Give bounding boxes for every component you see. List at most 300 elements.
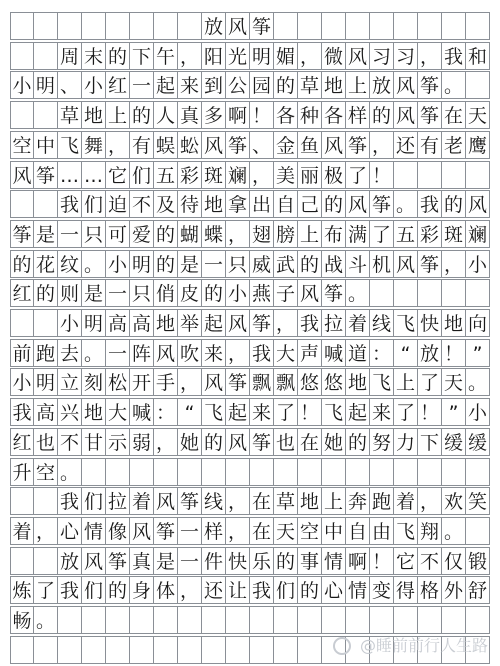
grid-cell [298,636,322,664]
grid-char: 红 [10,279,34,307]
grid-char: 大 [106,398,130,426]
grid-char: 了 [394,398,418,426]
grid-char: 下 [130,42,154,70]
grid-row [10,42,490,70]
grid-char: 上 [322,487,346,515]
grid-char: “ [394,339,418,367]
grid-row [10,279,490,307]
grid-char: 筝 [346,131,370,159]
grid-char: 明 [34,368,58,396]
grid-char: 去 [58,339,82,367]
grid-char: 空 [298,517,322,545]
grid-char: 体 [154,576,178,604]
grid-char: 的 [298,250,322,278]
grid-char: ” [442,398,466,426]
grid-char: 风 [466,190,490,218]
grid-row [10,339,490,367]
grid-char: 的 [298,576,322,604]
grid-cell [322,606,346,634]
grid-char: 悠 [298,368,322,396]
grid-char: 跑 [34,339,58,367]
grid-cell [202,636,226,664]
grid-char: 、 [250,131,274,159]
grid-char: 努 [370,428,394,456]
grid-char: 习 [394,42,418,70]
grid-cell [226,636,250,664]
grid-char: 事 [298,547,322,575]
grid-char: 阳 [202,42,226,70]
grid-char: 地 [82,101,106,129]
grid-char: 风 [394,71,418,99]
grid-char: 美 [274,161,298,189]
grid-char: 是 [82,279,106,307]
grid-char: 在 [250,487,274,515]
grid-char: 线 [370,309,394,337]
grid-cell [34,42,58,70]
grid-char: 明 [250,42,274,70]
grid-char: ： [154,398,178,426]
grid-cell [394,12,418,40]
grid-char: 下 [418,428,442,456]
grid-cell [106,606,130,634]
grid-char: 我 [418,190,442,218]
grid-char: 上 [394,368,418,396]
grid-cell [10,487,34,515]
grid-char: 情 [322,547,346,575]
grid-char: 地 [202,190,226,218]
grid-char: 战 [322,250,346,278]
grid-cell [418,12,442,40]
grid-char: 俏 [154,279,178,307]
grid-cell [10,190,34,218]
grid-char: 筝 [34,161,58,189]
grid-char: 是 [34,220,58,248]
grid-char: 炼 [10,576,34,604]
grid-char: 小 [106,250,130,278]
grid-char: 得 [394,576,418,604]
grid-char: 膀 [274,220,298,248]
grid-char: 。 [82,250,106,278]
grid-char: ！ [370,547,394,575]
grid-char: 明 [34,71,58,99]
grid-char: 种 [298,101,322,129]
grid-cell [10,636,34,664]
grid-char: ， [250,161,274,189]
grid-char: 风 [226,309,250,337]
grid-cell [34,547,58,575]
grid-cell [154,606,178,634]
grid-char: 身 [130,576,154,604]
grid-row [10,606,490,634]
grid-char: 在 [442,101,466,129]
grid-char: ， [226,220,250,248]
grid-char: 老 [442,131,466,159]
grid-char: 只 [82,220,106,248]
grid-char: 末 [82,42,106,70]
grid-char: 舒 [466,576,490,604]
grid-char: 高 [34,398,58,426]
grid-char: 了 [34,576,58,604]
grid-cell [418,606,442,634]
grid-char: 声 [298,339,322,367]
grid-cell [418,161,442,189]
grid-cell [34,309,58,337]
grid-char: 明 [130,250,154,278]
grid-char: 有 [418,131,442,159]
grid-char: 上 [106,101,130,129]
grid-char: 放 [418,339,442,367]
grid-cell [274,12,298,40]
grid-char: 。 [466,368,490,396]
grid-char: ： [370,339,394,367]
grid-char: 着 [346,309,370,337]
grid-char: 快 [418,309,442,337]
grid-cell [466,161,490,189]
grid-char: 彩 [178,161,202,189]
grid-char: 的 [154,220,178,248]
grid-char: 飞 [322,398,346,426]
grid-cell [58,12,82,40]
grid-char: 午 [154,42,178,70]
grid-char: 小 [466,398,490,426]
grid-char: 可 [106,220,130,248]
grid-cell [202,458,226,486]
grid-cell [370,12,394,40]
grid-char: 风 [154,487,178,515]
grid-char: 笑 [466,487,490,515]
grid-char: 上 [346,71,370,99]
grid-char: 翔 [418,517,442,545]
grid-char: 高 [130,309,154,337]
grid-row [10,161,490,189]
grid-cell [106,636,130,664]
grid-char: 风 [226,428,250,456]
grid-char: 不 [418,547,442,575]
grid-char: ， [226,339,250,367]
grid-char: 着 [10,517,34,545]
grid-cell [34,636,58,664]
grid-char: 飞 [394,309,418,337]
grid-char: 飞 [58,131,82,159]
grid-char: 由 [370,517,394,545]
grid-char: 公 [226,71,250,99]
grid-char: 起 [154,71,178,99]
grid-cell [394,279,418,307]
grid-char: 草 [274,487,298,515]
grid-cell [130,606,154,634]
grid-char: 风 [202,131,226,159]
grid-char: 及 [154,190,178,218]
grid-char: ， [178,42,202,70]
grid-char: 风 [346,42,370,70]
grid-cell [82,458,106,486]
grid-char: 的 [202,279,226,307]
grid-char: 光 [226,42,250,70]
grid-cell [466,279,490,307]
grid-char: 飞 [202,398,226,426]
grid-char: 一 [58,220,82,248]
grid-char: 立 [58,368,82,396]
grid-char: 小 [82,71,106,99]
grid-char: ！ [418,398,442,426]
grid-char: 着 [394,487,418,515]
grid-char: 刻 [82,368,106,396]
grid-char: 仅 [442,547,466,575]
grid-char: 地 [154,309,178,337]
grid-cell [394,458,418,486]
grid-char: 斑 [202,161,226,189]
grid-char: 还 [394,131,418,159]
grid-char: 人 [154,101,178,129]
grid-char: 在 [298,428,322,456]
grid-char: 五 [394,220,418,248]
grid-char: 起 [202,309,226,337]
grid-char: 我 [250,339,274,367]
grid-char: 红 [106,71,130,99]
grid-char: 斑 [442,220,466,248]
grid-char: 飘 [250,368,274,396]
grid-char: 飞 [370,368,394,396]
grid-char: 畅 [10,606,34,634]
grid-char: 筝 [418,71,442,99]
grid-char: 风 [346,190,370,218]
grid-char: 鹰 [466,131,490,159]
grid-cell [154,636,178,664]
grid-char: 啊 [226,101,250,129]
grid-char: 外 [442,576,466,604]
grid-char: 一 [202,250,226,278]
grid-char: 筝 [418,250,442,278]
grid-cell [34,190,58,218]
grid-char: ， [178,368,202,396]
grid-char: 的 [10,250,34,278]
grid-char: 威 [250,250,274,278]
grid-char: 还 [202,576,226,604]
grid-char: 武 [274,250,298,278]
grid-char: 我 [250,576,274,604]
title-char: 放 [202,12,226,40]
watermark [333,633,488,656]
grid-char: 。 [34,606,58,634]
title-row [10,12,490,40]
grid-char: 园 [250,71,274,99]
watermark-logo-icon [333,637,351,655]
grid-cell [370,279,394,307]
grid-cell [322,458,346,486]
grid-char: 五 [154,161,178,189]
grid-cell [466,458,490,486]
grid-char: 。 [82,339,106,367]
grid-char: 风 [10,161,34,189]
grid-char: 空 [34,458,58,486]
grid-char: 锻 [466,547,490,575]
grid-char: 和 [466,42,490,70]
grid-char: 们 [82,576,106,604]
grid-char: 了 [346,161,370,189]
grid-char: 是 [154,547,178,575]
grid-char: 真 [178,101,202,129]
grid-char: 样 [202,517,226,545]
grid-char: 翅 [250,220,274,248]
grid-char: 。 [442,517,466,545]
grid-row [10,190,490,218]
grid-cell [250,606,274,634]
grid-char: 它 [106,161,130,189]
grid-char: ， [154,428,178,456]
grid-char: 的 [442,190,466,218]
grid-char: 们 [82,487,106,515]
grid-char: 上 [298,220,322,248]
grid-char: 小 [58,309,82,337]
grid-char: 格 [418,576,442,604]
grid-char: 缓 [442,428,466,456]
grid-char: 各 [322,101,346,129]
grid-char: 我 [58,487,82,515]
grid-char: 飘 [274,368,298,396]
grid-char: 开 [130,368,154,396]
grid-char: 奔 [346,487,370,515]
grid-row [10,368,490,396]
grid-cell [466,606,490,634]
grid-char: ， [226,487,250,515]
grid-char: 喊 [322,339,346,367]
grid-char: 举 [178,309,202,337]
grid-char: 有 [130,131,154,159]
grid-char: 松 [106,368,130,396]
grid-char: 起 [346,398,370,426]
grid-row [10,458,490,486]
grid-cell [370,458,394,486]
grid-cell [130,636,154,664]
grid-char: 的 [130,101,154,129]
grid-cell [178,636,202,664]
grid-row [10,131,490,159]
grid-char: 。 [58,458,82,486]
grid-char: 的 [106,576,130,604]
grid-row [10,487,490,515]
grid-cell [82,636,106,664]
grid-char: 像 [106,517,130,545]
grid-char: ， [178,576,202,604]
grid-char: ， [418,42,442,70]
grid-row [10,220,490,248]
grid-char: 是 [178,250,202,278]
grid-char: 们 [82,190,106,218]
grid-char: 。 [346,279,370,307]
grid-char: 着 [130,487,154,515]
grid-cell [178,606,202,634]
grid-cell [322,12,346,40]
grid-char: 拉 [322,309,346,337]
grid-row [10,101,490,129]
grid-cell [226,606,250,634]
grid-char: 线 [202,487,226,515]
grid-char: 天 [466,101,490,129]
grid-char: 来 [370,398,394,426]
grid-char: 待 [178,190,202,218]
grid-cell [250,636,274,664]
grid-char: 明 [82,309,106,337]
grid-cell [130,458,154,486]
grid-char: 风 [130,517,154,545]
grid-char: 习 [370,42,394,70]
grid-char: ” [466,339,490,367]
grid-char: 乐 [250,547,274,575]
grid-char: ， [274,309,298,337]
grid-cell [346,606,370,634]
grid-char: 皮 [178,279,202,307]
grid-cell [274,606,298,634]
grid-char: 彩 [418,220,442,248]
grid-char: 吹 [178,339,202,367]
grid-char: ！ [250,101,274,129]
grid-char: 它 [394,547,418,575]
grid-char: 来 [202,339,226,367]
grid-row [10,576,490,604]
grid-char: 情 [82,517,106,545]
grid-char: ！ [370,161,394,189]
grid-cell [394,161,418,189]
grid-char: … [58,161,82,189]
grid-char: ， [226,517,250,545]
grid-char: 筝 [226,368,250,396]
grid-char: 舞 [82,131,106,159]
grid-char: 的 [34,279,58,307]
grid-char: 她 [178,428,202,456]
grid-char: 地 [298,487,322,515]
grid-char: 筝 [154,517,178,545]
grid-char: 心 [322,576,346,604]
grid-char: 们 [130,161,154,189]
grid-row [10,517,490,545]
grid-char: 弱 [130,428,154,456]
grid-row [10,250,490,278]
grid-cell [130,12,154,40]
grid-char: 拿 [226,190,250,218]
grid-cell [34,487,58,515]
grid-char: ！ [442,339,466,367]
grid-char: 筝 [10,220,34,248]
grid-char: 中 [322,517,346,545]
grid-row [10,309,490,337]
grid-char: 起 [226,398,250,426]
grid-char: 筝 [370,190,394,218]
grid-char: 天 [442,368,466,396]
grid-char: 自 [274,190,298,218]
grid-row [10,547,490,575]
grid-char: 的 [154,250,178,278]
grid-char: 。 [442,71,466,99]
grid-char: 空 [10,131,34,159]
grid-char: 的 [322,190,346,218]
grid-cell [346,12,370,40]
grid-char: 阵 [130,339,154,367]
grid-char: 地 [322,71,346,99]
grid-char: ， [370,131,394,159]
grid-char: 缓 [466,428,490,456]
grid-char: 蚣 [178,131,202,159]
grid-char: 蝶 [202,220,226,248]
grid-char: ， [442,250,466,278]
grid-char: … [82,161,106,189]
grid-char: 小 [10,71,34,99]
grid-char: 我 [58,576,82,604]
grid-char: 飞 [394,517,418,545]
grid-char: 欢 [442,487,466,515]
grid-cell [394,606,418,634]
grid-char: 放 [370,71,394,99]
grid-cell [466,71,490,99]
